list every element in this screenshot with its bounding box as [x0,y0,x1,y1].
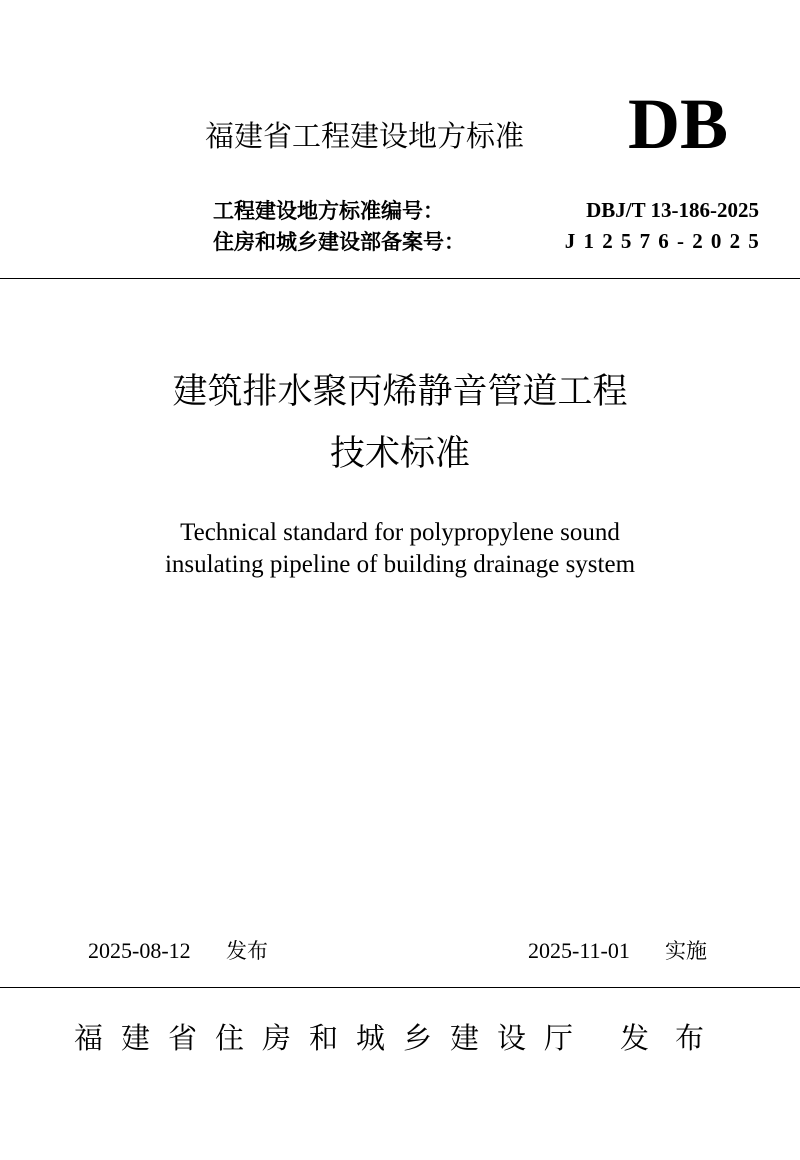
implement-date: 2025-11-01 [528,938,630,963]
db-mark: DB [628,84,729,164]
top-divider [0,278,800,279]
standard-number: DBJ/T 13-186-2025 [586,197,759,222]
standard-number-row [213,195,759,225]
bottom-divider [0,987,800,988]
filing-number-row [213,226,767,256]
title-cn-line2: 技术标准 [329,434,470,474]
title-en-line1: Technical standard for polypropylene sound [180,519,620,546]
title-cn-line1: 建筑排水聚丙烯静音管道工程 [172,372,628,412]
implement-label: 实施 [665,939,707,963]
issue-label: 发布 [226,939,268,963]
issuer-action: 发布 [620,1021,731,1055]
standard-number-label: 工程建设地方标准编号： [213,199,444,223]
title-en-line2: insulating pipeline of building drainage system [164,551,636,578]
issue-date: 2025-08-12 [88,938,191,963]
header-title: 福建省工程建设地方标准 [205,119,525,153]
filing-number: J12576-2025 [564,228,767,253]
issuer: 福建省住房和城乡建设厅 [74,1021,592,1055]
filing-number-label: 住房和城乡建设部备案号： [213,230,465,254]
